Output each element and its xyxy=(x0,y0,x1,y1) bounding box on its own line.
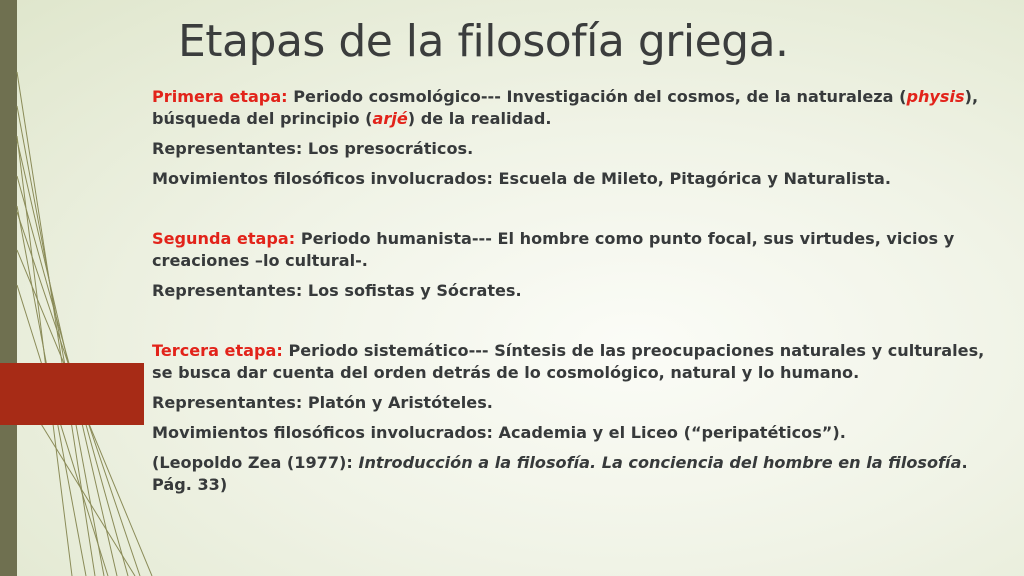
stage3-label: Tercera etapa: xyxy=(152,341,283,360)
stage1-text-c: ) de la realidad. xyxy=(407,109,552,128)
stage2-representatives: Representantes: Los sofistas y Sócrates. xyxy=(152,281,522,300)
citation xyxy=(152,452,1010,496)
stage2-description xyxy=(152,228,1010,272)
citation-book-title: Introducción a la filosofía. La conciencia del hombre en la filosofía xyxy=(358,453,962,472)
page-title: Etapas de la filosofía griega. xyxy=(178,16,789,67)
stage3-movements: Movimientos filosóficos involucrados: Academia y el Liceo (“peripatéticos”). xyxy=(152,423,846,442)
stage1-label: Primera etapa: xyxy=(152,87,288,106)
stage1-representatives: Representantes: Los presocráticos. xyxy=(152,139,474,158)
red-accent-flag xyxy=(0,363,144,425)
stage3-representatives: Representantes: Platón y Aristóteles. xyxy=(152,393,493,412)
term-arje: arjé xyxy=(372,109,408,128)
citation-suffix: . Pág. 33) xyxy=(152,453,968,494)
stage1-description xyxy=(152,86,1010,130)
stage1-text-b: ), búsqueda del principio ( xyxy=(152,87,979,128)
content-body xyxy=(152,86,1010,496)
term-physis: physis xyxy=(906,87,965,106)
stage3-description xyxy=(152,340,1010,384)
stage1-text-a: Periodo cosmológico--- Investigación del cosmos, de la naturaleza ( xyxy=(287,87,907,106)
citation-prefix: (Leopoldo Zea (1977): xyxy=(152,453,359,472)
stage1-movements: Movimientos filosóficos involucrados: Escuela de Mileto, Pitagórica y Naturalista. xyxy=(152,169,892,188)
stage2-label: Segunda etapa: xyxy=(152,229,296,248)
stage3-text: Periodo sistemático--- Síntesis de las preocupaciones naturales y culturales, se busca dar cuenta del orden detrás de lo cosmológico, natural y lo humano. xyxy=(152,341,985,382)
decorative-lines xyxy=(0,0,160,576)
stage2-text: Periodo humanista--- El hombre como punto focal, sus virtudes, vicios y creaciones –lo cultural-. xyxy=(152,229,955,270)
